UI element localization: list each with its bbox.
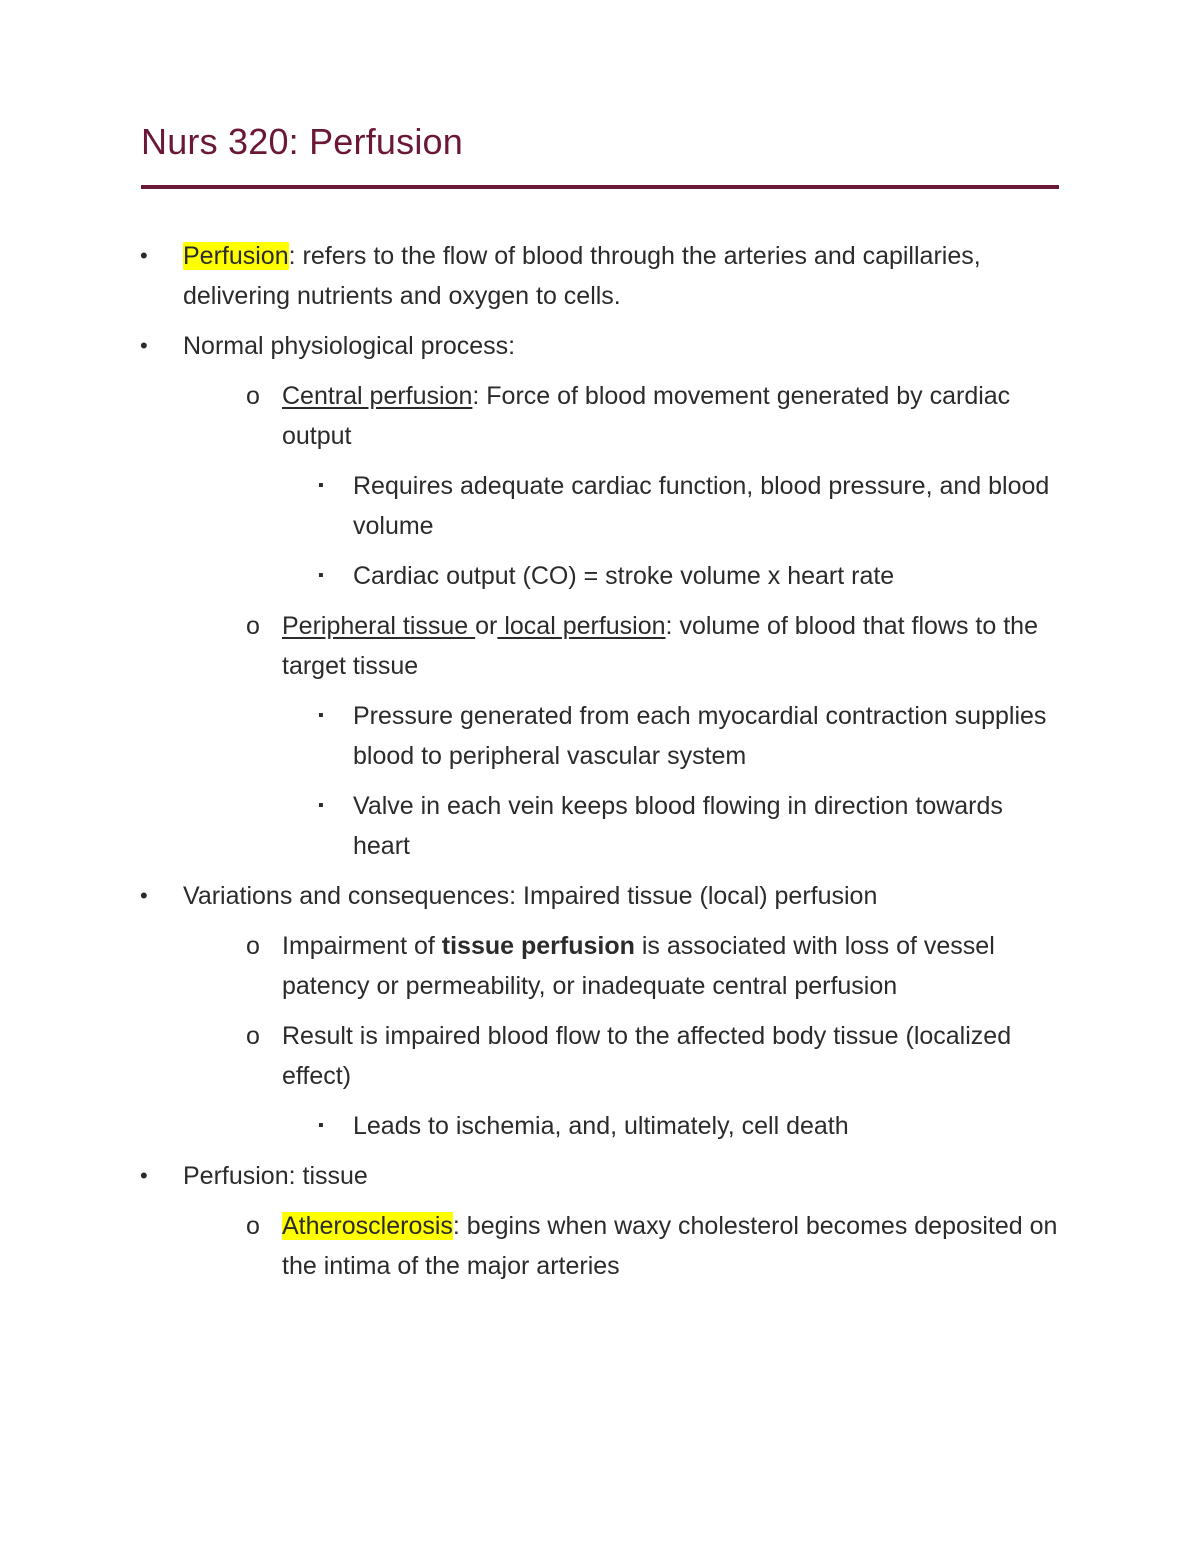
list-item — [0, 326, 1068, 366]
highlighted-term: Perfusion — [183, 242, 289, 270]
item-text: Requires adequate cardiac function, blood pressure, and blood volume — [353, 472, 1050, 540]
bullet-icon: o — [246, 612, 260, 640]
list-item — [0, 786, 1063, 866]
bullet-icon: o — [246, 382, 260, 410]
list-item — [0, 876, 1068, 916]
item-text: Perfusion: tissue — [183, 1162, 368, 1190]
item-text: : volume of blood that flows to the target tissue — [282, 612, 1038, 680]
item-text: Variations and consequences: Impaired tissue (local) perfusion — [183, 882, 878, 910]
bullet-icon: ▪ — [318, 707, 324, 724]
bold-term: tissue perfusion — [441, 932, 635, 960]
bullet-icon: ▪ — [318, 797, 324, 814]
item-text: : Force of blood movement generated by cardiac output — [282, 382, 1011, 450]
highlighted-term: Atherosclerosis — [282, 1212, 453, 1240]
item-text: Leads to ischemia, and, ultimately, cell death — [353, 1112, 849, 1140]
list-item — [0, 1156, 1068, 1196]
item-text: or — [475, 612, 498, 640]
list-item — [0, 236, 1068, 316]
list-item — [0, 1016, 1062, 1096]
item-text: Valve in each vein keeps blood flowing in direction towards heart — [353, 792, 1003, 860]
bullet-icon: ▪ — [318, 1117, 324, 1134]
title-divider — [141, 185, 1059, 189]
list-item — [0, 1106, 1063, 1146]
item-text: is associated with loss of vessel patency or permeability, or inadequate central perfusion — [282, 932, 995, 1000]
list-item — [0, 466, 1063, 546]
bullet-icon: ▪ — [318, 567, 324, 584]
bullet-icon: • — [140, 883, 148, 908]
bullet-icon: o — [246, 932, 260, 960]
list-item — [0, 696, 1063, 776]
bullet-icon: ▪ — [318, 477, 324, 494]
page-title: Nurs 320: Perfusion — [141, 121, 463, 162]
underlined-term: local perfusion — [497, 612, 666, 640]
list-item — [0, 606, 1062, 686]
bullet-icon: • — [140, 1163, 148, 1188]
item-text: Result is impaired blood flow to the affected body tissue (localized effect) — [282, 1022, 1012, 1090]
item-text: Cardiac output (CO) = stroke volume x heart rate — [353, 562, 895, 590]
bullet-icon: o — [246, 1022, 260, 1050]
list-item — [0, 376, 1062, 456]
bullet-icon: • — [140, 243, 148, 268]
item-text: : begins when waxy cholesterol becomes deposited on the intima of the major arteries — [282, 1212, 1058, 1280]
underlined-term: Peripheral tissue — [282, 612, 476, 640]
item-text: Pressure generated from each myocardial contraction supplies blood to peripheral vascular system — [353, 702, 1047, 770]
item-text: Normal physiological process: — [183, 332, 516, 360]
underlined-term: Central perfusion — [282, 382, 473, 410]
item-text: : refers to the flow of blood through the arteries and capillaries, delivering nutrients and oxygen to cells. — [183, 242, 981, 310]
bullet-icon: • — [140, 333, 148, 358]
list-item — [0, 926, 1062, 1006]
list-item — [0, 556, 1063, 596]
bullet-icon: o — [246, 1212, 260, 1240]
notes-list — [0, 236, 1200, 1296]
list-item — [0, 1206, 1062, 1286]
item-text: Impairment of — [282, 932, 442, 960]
